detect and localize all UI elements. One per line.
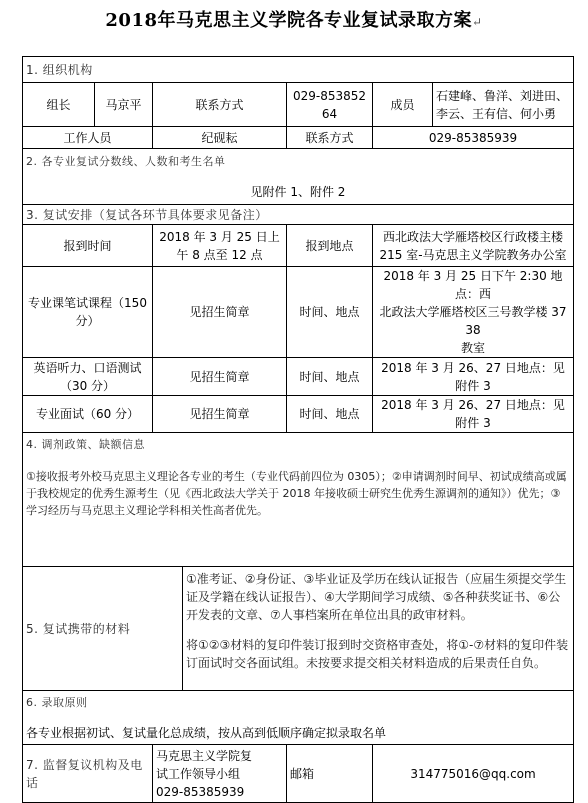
staff-row xyxy=(23,127,574,149)
exam-row-english xyxy=(23,358,574,396)
staff-name: 纪砚耘 xyxy=(153,127,287,149)
exam-time-place-label: 时间、地点 xyxy=(287,358,373,396)
section6-heading: 6. 录取原则 xyxy=(26,696,88,709)
section7-org-phone: 029-85385939 xyxy=(156,784,245,799)
email-label: 邮箱 xyxy=(287,745,373,803)
report-place-line2: 215 室-马克思主义学院教务办公室 xyxy=(379,247,567,262)
section6-cell xyxy=(23,691,574,745)
leader-phone: 029-85385264 xyxy=(287,83,373,127)
exam-row-written xyxy=(23,267,574,358)
section1-heading: 1. 组织机构 xyxy=(23,57,574,83)
exam-detail-line1: 2018 年 3 月 25 日下午 2:30 地点：西 xyxy=(383,269,563,301)
document-title xyxy=(0,6,588,32)
paragraph-mark: ↵ xyxy=(472,15,483,29)
leader-label: 组长 xyxy=(23,83,95,127)
members-label: 成员 xyxy=(373,83,433,127)
report-time-line2: 午 8 点至 12 点 xyxy=(176,247,263,262)
exam-time-place-label: 时间、地点 xyxy=(287,396,373,433)
section6-content: 各专业根据初试、复试量化总成绩，按从高到低顺序确定拟录取名单 xyxy=(26,726,387,740)
section4-row xyxy=(23,433,574,567)
section6-row xyxy=(23,691,574,745)
report-time-label: 报到时间 xyxy=(23,225,153,267)
exam-name: 专业面试（60 分） xyxy=(23,396,153,433)
leader-name: 马京平 xyxy=(95,83,153,127)
section2-heading: 2. 各专业复试分数线、人数和考生名单 xyxy=(26,155,226,168)
exam-detail-line3: 教室 xyxy=(461,341,486,355)
section7-row xyxy=(23,745,574,803)
section2-row xyxy=(23,149,574,205)
section4-heading: 4. 调剂政策、缺额信息 xyxy=(26,438,145,451)
staff-label: 工作人员 xyxy=(23,127,153,149)
members-line2: 李云、王有信、何小勇 xyxy=(436,106,557,121)
exam-name-line2: 分） xyxy=(75,314,100,328)
section1-heading-row xyxy=(23,57,574,83)
section4-content: ①接收报考外校马克思主义理论各专业的考生（专业代码前四位为 0305）；②申请调剂时间早、初试成绩高或属于我校规定的优秀生源考生（见《西北政法大学关于 2018 年接收硕士研究生优秀生源调剂的通知》）优先；③学习经历与马克思主义理论学科相关性高者优先。 xyxy=(26,470,567,517)
exam-name-line2: （30 分） xyxy=(59,378,116,393)
section5-heading: 5. 复试携带的材料 xyxy=(23,567,183,691)
section2-content: 见附件 1、附件 2 xyxy=(250,185,346,199)
exam-name-line1: 英语听力、口语测试 xyxy=(33,360,142,375)
report-place-label: 报到地点 xyxy=(287,225,373,267)
exam-ref: 见招生简章 xyxy=(153,396,287,433)
section5-row xyxy=(23,567,574,691)
email-value: 314775016@qq.com xyxy=(373,745,574,803)
section2-cell xyxy=(23,149,574,205)
section5-content xyxy=(183,567,574,691)
title-text: 2018年马克思主义学院各专业复试录取方案 xyxy=(105,10,473,31)
admission-plan-table xyxy=(22,56,574,803)
exam-name xyxy=(23,267,153,358)
section7-heading-line2: 话 xyxy=(26,775,39,790)
leader-contact-label: 联系方式 xyxy=(153,83,287,127)
section5-content1: ①准考证、②身份证、③毕业证及学历在线认证报告（应届生须提交学生证及学籍在线认证报告）、④大学期间学习成绩、⑤各种获奖证书、⑥公开发表的文章、⑦人事档案所在单位出具的政审材料。 xyxy=(186,572,567,622)
section7-heading xyxy=(23,745,153,803)
exam-detail: 2018 年 3 月 26、27 日地点：见附件 3 xyxy=(373,396,574,433)
leader-row xyxy=(23,83,574,127)
exam-ref: 见招生简章 xyxy=(153,358,287,396)
report-time-line1: 2018 年 3 月 25 日上 xyxy=(159,229,280,244)
section4-cell xyxy=(23,433,574,567)
staff-contact-label: 联系方式 xyxy=(287,127,373,149)
staff-phone: 029-85385939 xyxy=(373,127,574,149)
exam-detail: 2018 年 3 月 26、27 日地点：见附件 3 xyxy=(373,358,574,396)
report-time-value xyxy=(153,225,287,267)
section5-content2: 将①②③材料的复印件装订报到时交资格审查处，将①-⑦材料的复印件装订面试时交各面试组。未按要求提交相关材料造成的后果责任自负。 xyxy=(186,638,569,670)
exam-time-place-label: 时间、地点 xyxy=(287,267,373,358)
members-list xyxy=(433,83,574,127)
report-place-value xyxy=(373,225,574,267)
section7-heading-line1: 7. 监督复议机构及电 xyxy=(26,757,143,772)
section7-org-line2: 试工作领导小组 xyxy=(156,766,241,781)
exam-name-line1: 专业课笔试课程（150 xyxy=(28,296,147,310)
report-row xyxy=(23,225,574,267)
report-place-line1: 西北政法大学雁塔校区行政楼主楼 xyxy=(383,229,564,244)
exam-row-interview xyxy=(23,396,574,433)
section7-org xyxy=(153,745,287,803)
exam-detail xyxy=(373,267,574,358)
section3-heading: 3. 复试安排（复试各环节具体要求见备注） xyxy=(23,205,574,225)
exam-ref: 见招生简章 xyxy=(153,267,287,358)
members-line1: 石建峰、鲁洋、刘进田、 xyxy=(436,88,569,103)
section7-org-line1: 马克思主义学院复 xyxy=(156,748,253,763)
section3-heading-row xyxy=(23,205,574,225)
exam-name xyxy=(23,358,153,396)
exam-detail-line2: 北政法大学雁塔校区三号教学楼 3738 xyxy=(379,305,567,337)
